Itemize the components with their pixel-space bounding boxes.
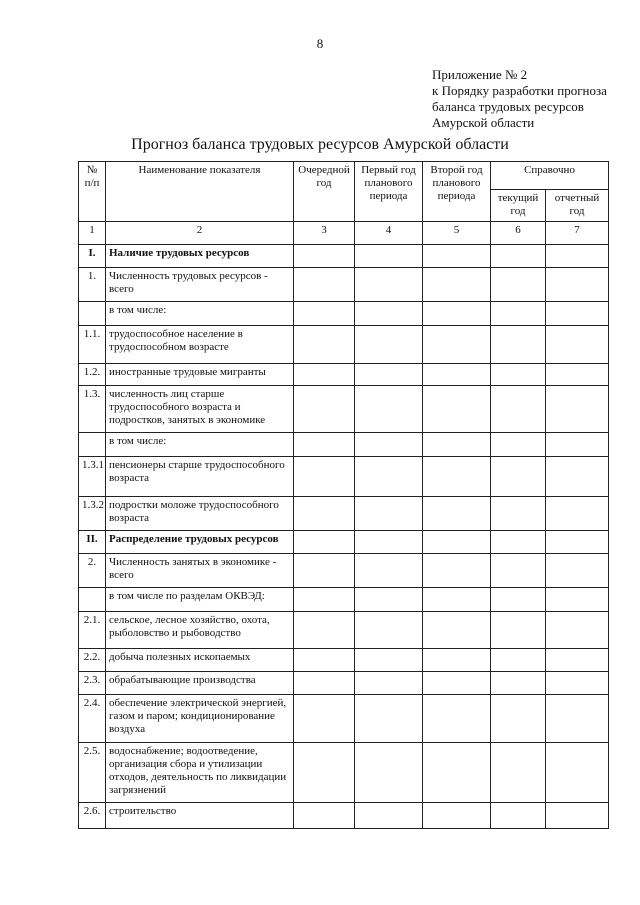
value-cell[interactable] <box>491 743 546 803</box>
value-cell[interactable] <box>423 743 491 803</box>
row-number: 1.3. <box>79 386 106 433</box>
value-cell[interactable] <box>491 649 546 672</box>
value-cell[interactable] <box>546 743 609 803</box>
table-row <box>79 326 609 364</box>
header-name: Наименование показателя <box>106 162 294 222</box>
row-number: I. <box>79 245 106 268</box>
row-indicator-name: численность лиц старше трудоспособного возраста и подростков, занятых в экономике <box>106 386 294 433</box>
value-cell[interactable] <box>294 531 355 554</box>
row-number <box>79 433 106 457</box>
value-cell[interactable] <box>294 612 355 649</box>
value-cell[interactable] <box>294 743 355 803</box>
value-cell[interactable] <box>491 326 546 364</box>
value-cell[interactable] <box>294 386 355 433</box>
value-cell[interactable] <box>294 554 355 588</box>
table-body <box>79 245 609 829</box>
value-cell[interactable] <box>546 497 609 531</box>
value-cell[interactable] <box>294 326 355 364</box>
page-number: 8 <box>316 36 324 51</box>
table-row <box>79 245 609 268</box>
row-indicator-name: обеспечение электрической энергией, газом и паром; кондиционирование воздуха <box>106 695 294 743</box>
table-row <box>79 457 609 497</box>
value-cell[interactable] <box>546 649 609 672</box>
row-indicator-name: иностранные трудовые мигранты <box>106 364 294 386</box>
value-cell[interactable] <box>546 612 609 649</box>
value-cell[interactable] <box>355 649 423 672</box>
value-cell[interactable] <box>355 672 423 695</box>
header-current-year: текущий год <box>491 190 546 222</box>
row-number: 2.2. <box>79 649 106 672</box>
row-number: 2.4. <box>79 695 106 743</box>
table-row <box>79 497 609 531</box>
value-cell[interactable] <box>491 803 546 829</box>
value-cell[interactable] <box>423 386 491 433</box>
row-number: 1.1. <box>79 326 106 364</box>
value-cell[interactable] <box>294 672 355 695</box>
value-cell[interactable] <box>423 302 491 326</box>
row-number: 1.3.1 <box>79 457 106 497</box>
row-indicator-name: подростки моложе трудоспособного возраста <box>106 497 294 531</box>
row-indicator-name: Наличие трудовых ресурсов <box>106 245 294 268</box>
row-indicator-name: Численность занятых в экономике - всего <box>106 554 294 588</box>
value-cell[interactable] <box>355 457 423 497</box>
value-cell[interactable] <box>294 649 355 672</box>
appendix-line: к Порядку разработки прогноза <box>432 83 607 98</box>
value-cell[interactable] <box>423 612 491 649</box>
value-cell[interactable] <box>294 457 355 497</box>
table-row <box>79 649 609 672</box>
table-row <box>79 695 609 743</box>
row-number <box>79 588 106 612</box>
value-cell[interactable] <box>491 433 546 457</box>
row-indicator-name: обрабатывающие производства <box>106 672 294 695</box>
value-cell[interactable] <box>423 268 491 302</box>
table-row <box>79 386 609 433</box>
row-number: 2.5. <box>79 743 106 803</box>
value-cell[interactable] <box>491 588 546 612</box>
document-title: Прогноз баланса трудовых ресурсов Амурской области <box>131 136 509 153</box>
row-indicator-name: Численность трудовых ресурсов - всего <box>106 268 294 302</box>
appendix-line: баланса трудовых ресурсов <box>432 99 584 114</box>
value-cell[interactable] <box>423 245 491 268</box>
row-number: 2.3. <box>79 672 106 695</box>
col-number: 7 <box>546 222 609 245</box>
value-cell[interactable] <box>491 457 546 497</box>
value-cell[interactable] <box>294 588 355 612</box>
row-indicator-name: пенсионеры старше трудоспособного возраста <box>106 457 294 497</box>
value-cell[interactable] <box>491 695 546 743</box>
row-indicator-name: сельское, лесное хозяйство, охота, рыболовство и рыбоводство <box>106 612 294 649</box>
value-cell[interactable] <box>355 531 423 554</box>
value-cell[interactable] <box>546 554 609 588</box>
value-cell[interactable] <box>294 245 355 268</box>
value-cell[interactable] <box>355 588 423 612</box>
col-number: 3 <box>294 222 355 245</box>
value-cell[interactable] <box>294 803 355 829</box>
value-cell[interactable] <box>423 497 491 531</box>
value-cell[interactable] <box>423 588 491 612</box>
row-number: II. <box>79 531 106 554</box>
row-number: 1.3.2 <box>79 497 106 531</box>
value-cell[interactable] <box>355 268 423 302</box>
row-indicator-name: в том числе: <box>106 302 294 326</box>
value-cell[interactable] <box>355 743 423 803</box>
row-number: 1.2. <box>79 364 106 386</box>
value-cell[interactable] <box>491 302 546 326</box>
value-cell[interactable] <box>423 649 491 672</box>
table-row <box>79 531 609 554</box>
value-cell[interactable] <box>491 554 546 588</box>
value-cell[interactable] <box>546 531 609 554</box>
table-row <box>79 672 609 695</box>
value-cell[interactable] <box>546 695 609 743</box>
row-indicator-name: трудоспособное население в трудоспособном возрасте <box>106 326 294 364</box>
value-cell[interactable] <box>423 326 491 364</box>
appendix-note <box>432 67 607 131</box>
row-indicator-name: строительство <box>106 803 294 829</box>
value-cell[interactable] <box>491 497 546 531</box>
header-report-year: отчетный год <box>546 190 609 222</box>
appendix-line: Амурской области <box>432 115 535 130</box>
header-num: № п/п <box>79 162 106 222</box>
value-cell[interactable] <box>491 268 546 302</box>
appendix-line: Приложение № 2 <box>432 67 528 82</box>
value-cell[interactable] <box>423 672 491 695</box>
value-cell[interactable] <box>546 302 609 326</box>
value-cell[interactable] <box>491 672 546 695</box>
forecast-table <box>78 161 609 829</box>
value-cell[interactable] <box>423 364 491 386</box>
row-indicator-name: добыча полезных ископаемых <box>106 649 294 672</box>
table-row <box>79 433 609 457</box>
value-cell[interactable] <box>546 326 609 364</box>
table-row <box>79 302 609 326</box>
row-number: 2. <box>79 554 106 588</box>
row-indicator-name: в том числе по разделам ОКВЭД: <box>106 588 294 612</box>
col-number: 5 <box>423 222 491 245</box>
row-indicator-name: водоснабжение; водоотведение, организация сбора и утилизации отходов, деятельность по ликвидации загрязнений <box>106 743 294 803</box>
header-first-year: Первый год планового периода <box>355 162 423 222</box>
row-indicator-name: в том числе: <box>106 433 294 457</box>
value-cell[interactable] <box>294 302 355 326</box>
value-cell[interactable] <box>294 433 355 457</box>
col-number: 2 <box>106 222 294 245</box>
table-row <box>79 612 609 649</box>
col-number: 6 <box>491 222 546 245</box>
value-cell[interactable] <box>546 457 609 497</box>
value-cell[interactable] <box>294 268 355 302</box>
header-next-year: Очередной год <box>294 162 355 222</box>
value-cell[interactable] <box>355 803 423 829</box>
row-number: 2.6. <box>79 803 106 829</box>
table-row <box>79 803 609 829</box>
value-cell[interactable] <box>355 386 423 433</box>
value-cell[interactable] <box>491 245 546 268</box>
row-number <box>79 302 106 326</box>
value-cell[interactable] <box>294 364 355 386</box>
table-row <box>79 554 609 588</box>
value-cell[interactable] <box>423 433 491 457</box>
value-cell[interactable] <box>546 268 609 302</box>
row-number: 2.1. <box>79 612 106 649</box>
value-cell[interactable] <box>491 531 546 554</box>
value-cell[interactable] <box>546 433 609 457</box>
table-row <box>79 364 609 386</box>
col-number: 1 <box>79 222 106 245</box>
row-indicator-name: Распределение трудовых ресурсов <box>106 531 294 554</box>
value-cell[interactable] <box>546 672 609 695</box>
value-cell[interactable] <box>546 588 609 612</box>
value-cell[interactable] <box>355 433 423 457</box>
value-cell[interactable] <box>423 531 491 554</box>
value-cell[interactable] <box>491 364 546 386</box>
value-cell[interactable] <box>355 364 423 386</box>
value-cell[interactable] <box>423 803 491 829</box>
value-cell[interactable] <box>546 803 609 829</box>
value-cell[interactable] <box>491 612 546 649</box>
row-number: 1. <box>79 268 106 302</box>
value-cell[interactable] <box>294 695 355 743</box>
value-cell[interactable] <box>355 695 423 743</box>
value-cell[interactable] <box>546 364 609 386</box>
value-cell[interactable] <box>491 386 546 433</box>
table-row <box>79 268 609 302</box>
value-cell[interactable] <box>546 386 609 433</box>
value-cell[interactable] <box>294 497 355 531</box>
value-cell[interactable] <box>355 302 423 326</box>
value-cell[interactable] <box>355 497 423 531</box>
value-cell[interactable] <box>423 457 491 497</box>
value-cell[interactable] <box>546 245 609 268</box>
header-reference: Справочно <box>491 162 609 190</box>
value-cell[interactable] <box>355 612 423 649</box>
value-cell[interactable] <box>423 695 491 743</box>
col-number: 4 <box>355 222 423 245</box>
table-row <box>79 743 609 803</box>
value-cell[interactable] <box>355 326 423 364</box>
value-cell[interactable] <box>355 554 423 588</box>
table-row <box>79 588 609 612</box>
header-second-year: Второй год планового периода <box>423 162 491 222</box>
value-cell[interactable] <box>423 554 491 588</box>
value-cell[interactable] <box>355 245 423 268</box>
